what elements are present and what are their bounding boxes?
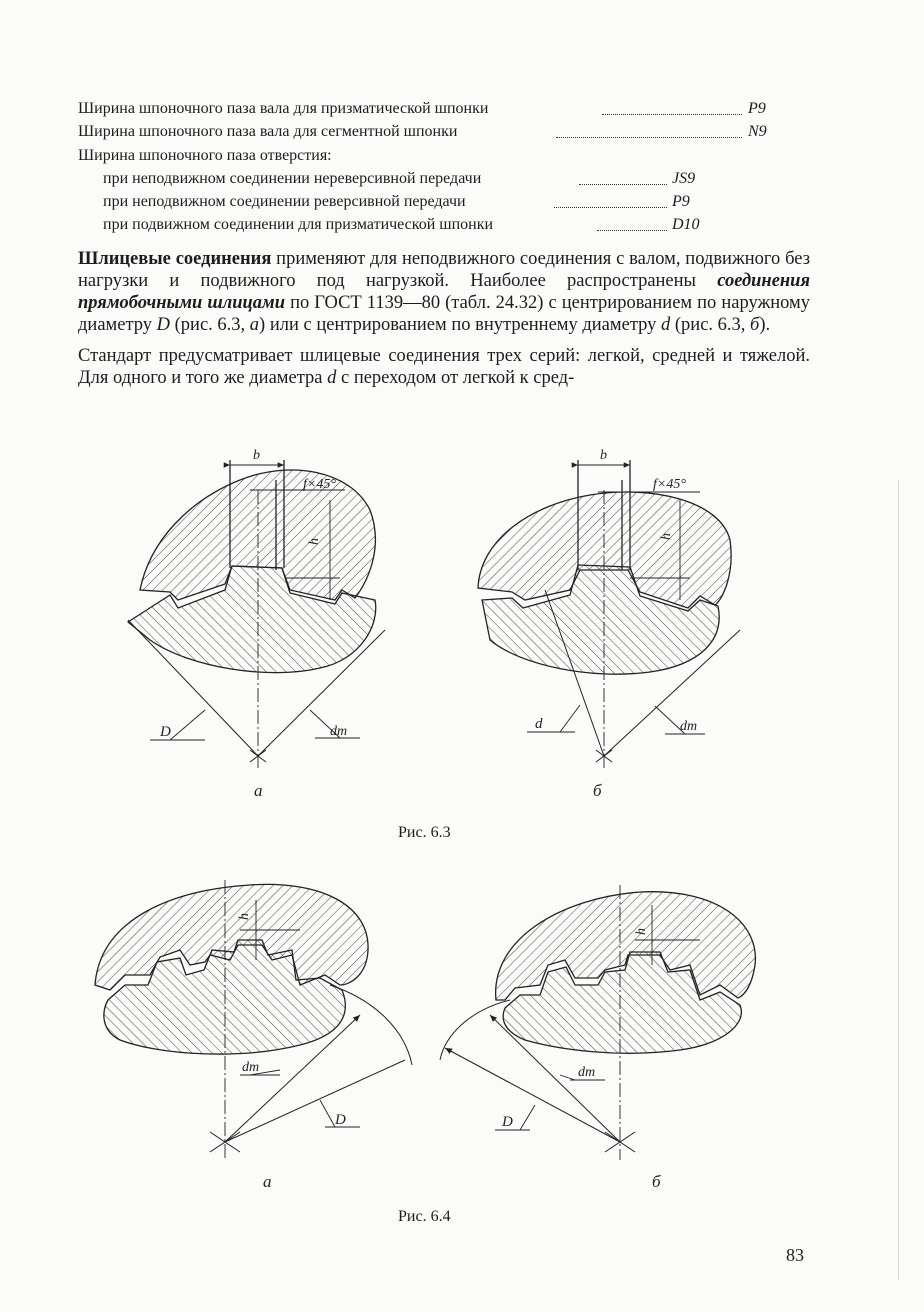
text-run: ) или с центрированием по внутреннему диаметру [259,315,662,335]
tolerance-label: Ширина шпоночного паза вала для сегментной шпонки [78,123,458,140]
dim-h-label: h [307,538,322,545]
figure-caption: Рис. 6.4 [398,1208,451,1225]
dim-dm-label: dm [242,1060,260,1075]
tolerance-value: JS9 [672,170,696,187]
dim-D-label: D [502,1114,513,1130]
figure-caption: Рис. 6.3 [398,824,451,841]
term-straight-splines: соединения прямобочными шлицами [78,271,810,313]
dim-dm-label: dm [680,719,698,734]
symbol-a: а [249,315,260,335]
subfig-label-a: а [254,781,263,800]
subfig-label-a: а [263,1172,272,1191]
figure-6-3-b [478,460,740,770]
dim-chamfer-label: f×45° [303,477,336,492]
figure-6-4-a [95,880,412,1160]
tolerance-value: P9 [672,193,690,210]
subfig-label-b: б [652,1172,661,1191]
tolerance-label: Ширина шпоночного паза вала для призматической шпонки [78,100,489,117]
figure-6-4-b [440,885,755,1160]
tolerance-label: Ширина шпоночного паза отверстия: [78,147,332,164]
text-run: Стандарт предусматривает шлицевые соединения трех серий: легкой, средней и тяжелой. Для одного и того же диаметра [78,346,810,388]
text-run: ). [759,315,771,335]
tolerance-label: при подвижном соединении для призматической шпонки [103,216,494,233]
symbol-d: d [661,315,671,335]
dim-D-label: D [335,1112,346,1128]
symbol-D: D [156,315,171,335]
dim-h-label: h [634,928,649,935]
dim-b-label: b [600,448,607,463]
dim-dm-label: dm [330,724,348,739]
tolerance-label: при неподвижном соединении реверсивной передачи [103,193,466,210]
symbol-b: б [750,315,760,335]
text-run: (рис. 6.3, [670,315,751,335]
tolerance-label: при неподвижном соединении нереверсивной передачи [103,170,482,187]
dim-b-label: b [253,448,260,463]
text-run: (рис. 6.3, [170,315,250,335]
dim-h-label: h [659,533,674,540]
text-run: с переходом от легкой к сред- [336,368,575,388]
text-run: по ГОСТ 1139—80 (табл. 24.32) с центрированием по наружному диаметру [78,293,811,335]
dim-d-label: d [535,716,543,732]
symbol-d: d [327,368,337,388]
tolerance-value: N9 [748,123,767,140]
term-spline-joints: Шлицевые соединения [78,249,272,269]
dim-h-label: h [237,913,252,920]
dim-D-label: D [160,724,171,740]
tolerance-value: P9 [748,100,766,117]
dim-dm-label: dm [578,1065,596,1080]
subfig-label-b: б [593,781,602,800]
tolerance-value: D10 [672,216,700,233]
dim-chamfer-label: f×45° [653,477,686,492]
text-run: применяют для неподвижного соединения с валом, подвижного без нагрузки и подвижного под нагрузкой. Наиболее распространены [78,249,810,291]
page-number: 83 [786,1245,804,1265]
page-edge-line [898,480,899,1280]
